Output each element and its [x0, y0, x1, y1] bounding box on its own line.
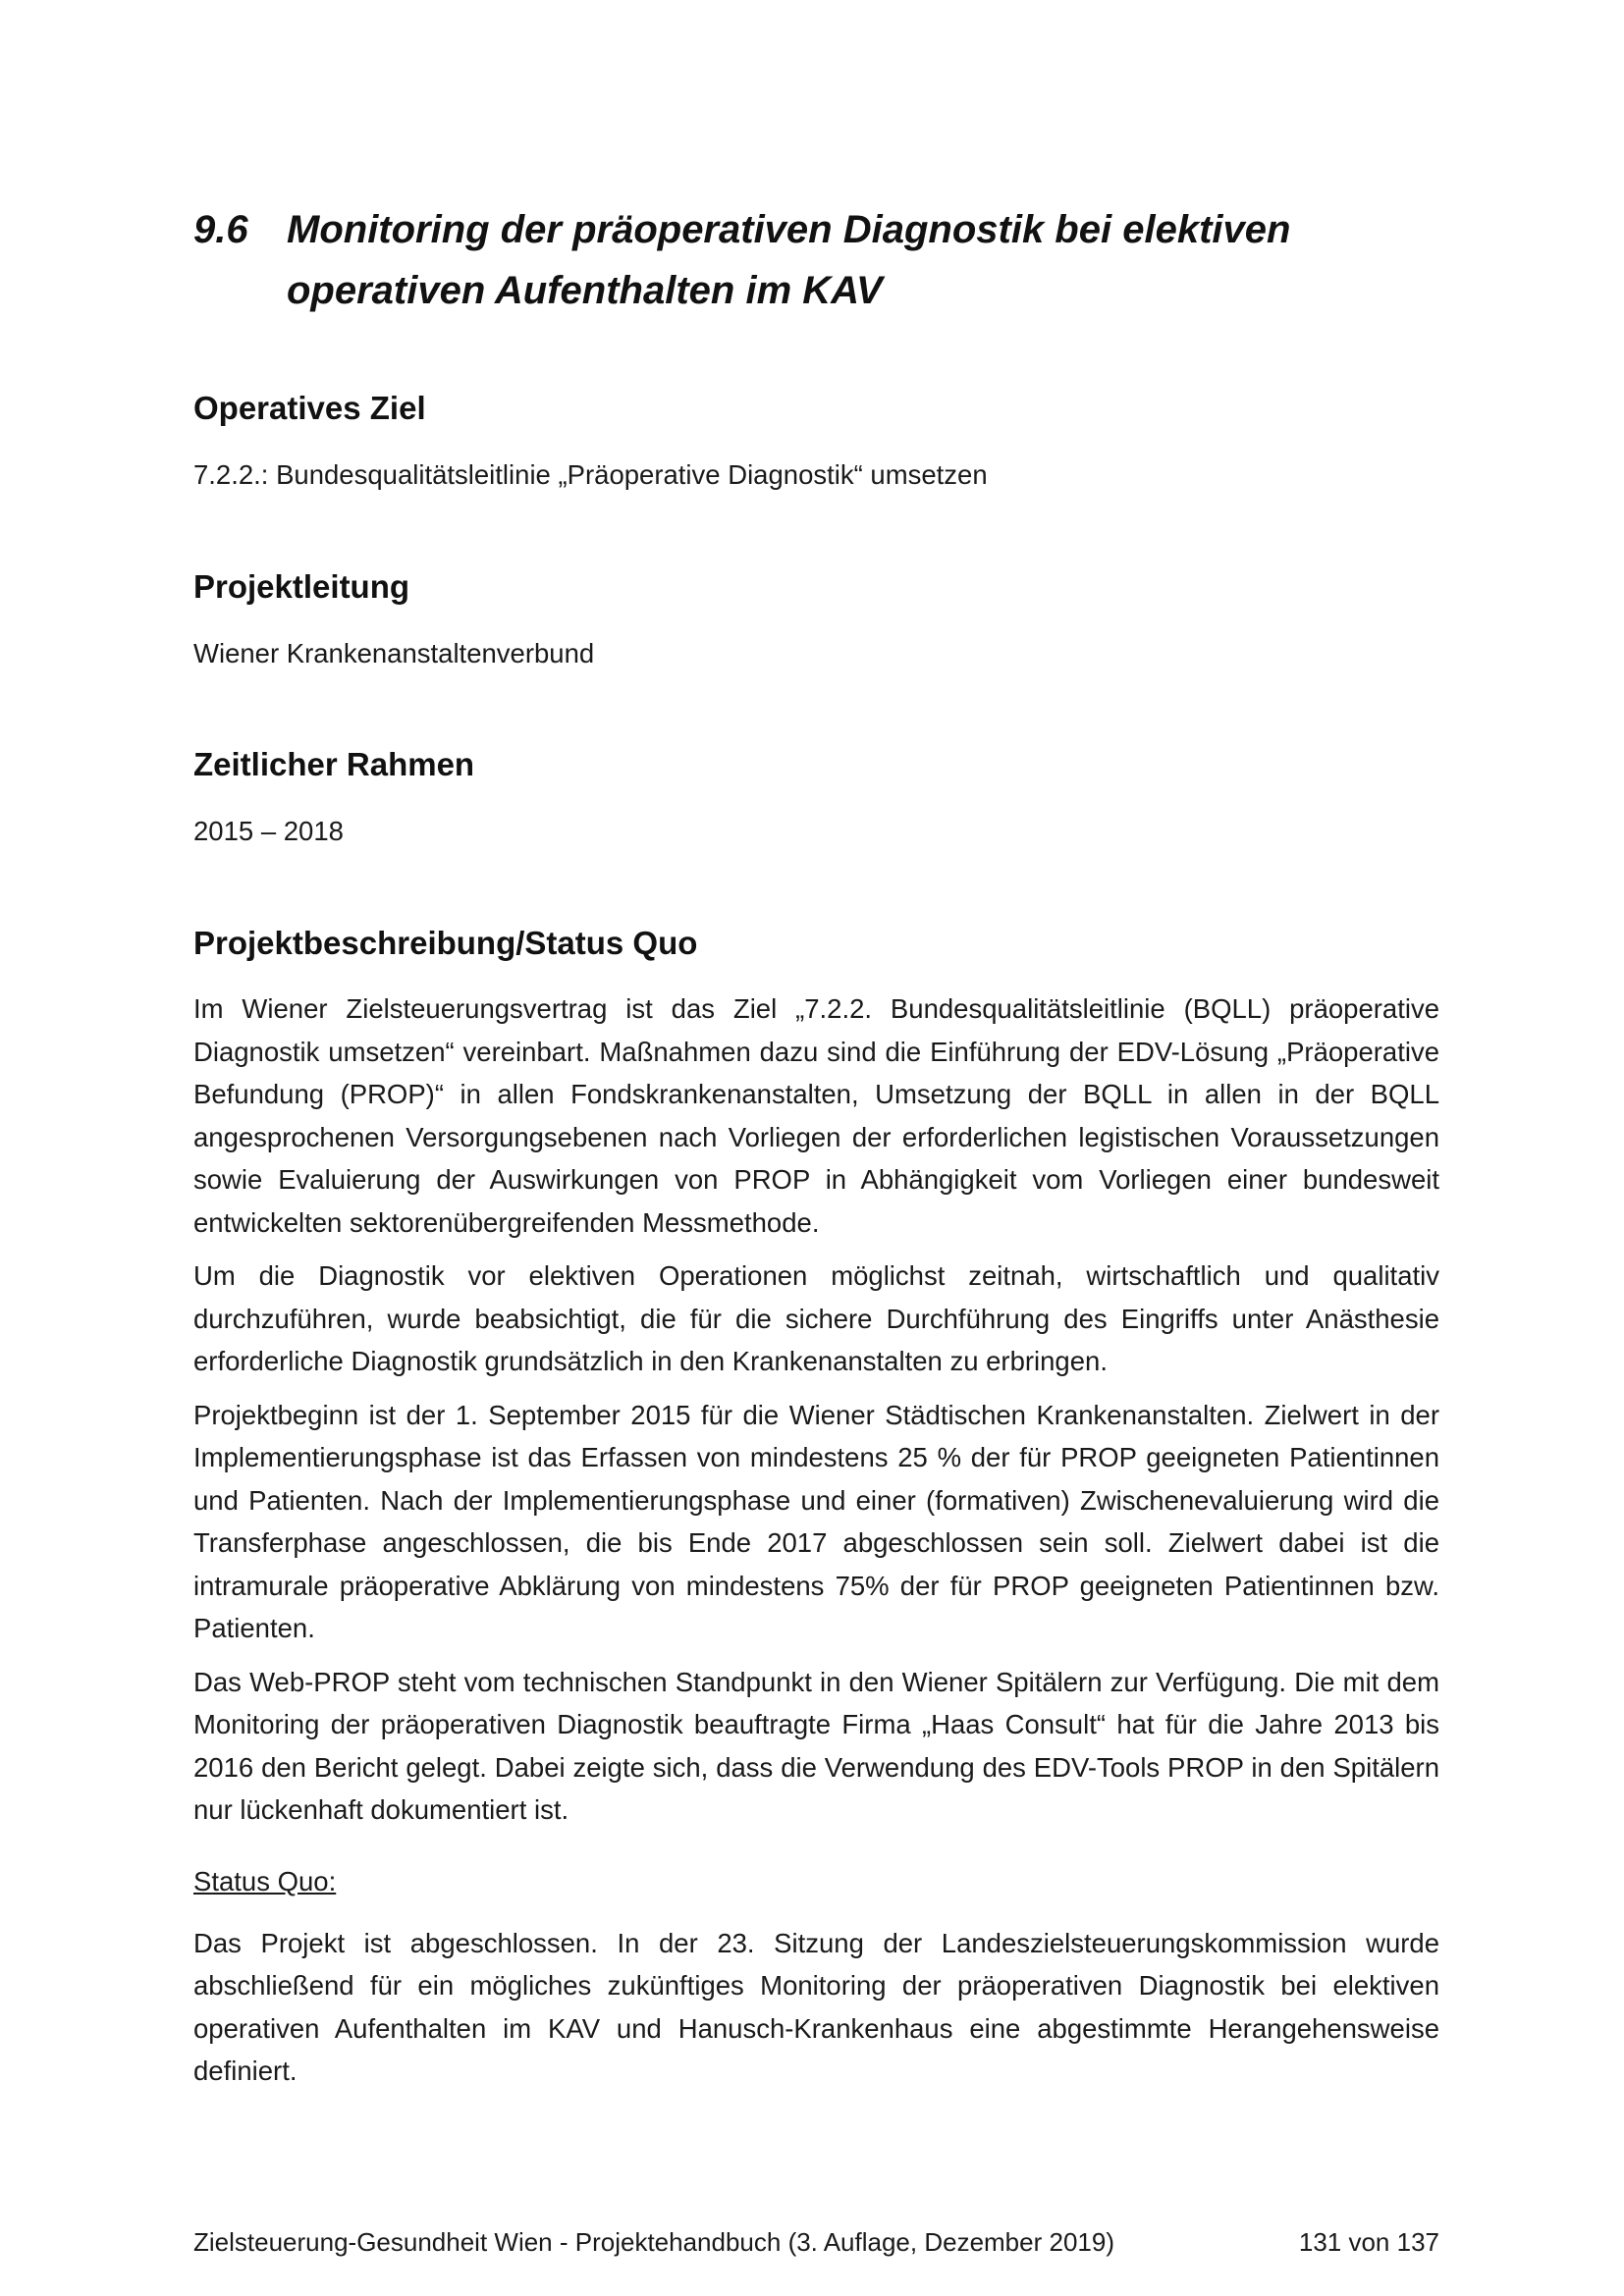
footer-document-title: Zielsteuerung-Gesundheit Wien - Projektehandbuch (3. Auflage, Dezember 2019)	[193, 2227, 1114, 2257]
heading-operatives-ziel: Operatives Ziel	[193, 390, 426, 426]
paragraph: Im Wiener Zielsteuerungsvertrag ist das Ziel „7.2.2. Bundesqualitätsleitlinie (BQLL) präoperative Diagnostik umsetzen“ vereinbart. Maßnahmen dazu sind die Einführung der EDV-Lösung „Präoperative Befundung (PROP)“ in allen Fondskrankenanstalten, Umsetzung der BQLL in allen in der BQLL angesprochenen Versorgungsebenen nach Vorliegen der erforderlichen legistischen Voraussetzungen sowie Evaluierung der Auswirkungen von PROP in Abhängigkeit vom Vorliegen einer bundesweit entwickelten sektorenübergreifenden Messmethode.	[193, 993, 1439, 1238]
heading-projektleitung: Projektleitung	[193, 568, 410, 605]
paragraph: Das Web-PROP steht vom technischen Standpunkt in den Wiener Spitälern zur Verfügung. Die mit dem Monitoring der präoperativen Diagnostik beauftragte Firma „Haas Consult“ hat für die Jahre 2013 bis 2016 den Bericht gelegt. Dabei zeigte sich, dass die Verwendung des EDV-Tools PROP in den Spitälern nur lückenhaft dokumentiert ist.	[193, 1666, 1439, 1825]
heading-projektbeschreibung: Projektbeschreibung/Status Quo	[193, 925, 698, 961]
heading-zeitlicher-rahmen: Zeitlicher Rahmen	[193, 746, 475, 782]
chapter-number: 9.6	[193, 208, 248, 251]
text-operatives-ziel: 7.2.2.: Bundesqualitätsleitlinie „Präoperative Diagnostik“ umsetzen	[193, 459, 988, 490]
footer-page-number: 131 von 137	[1298, 2227, 1439, 2257]
text-zeitlicher-rahmen: 2015 – 2018	[193, 816, 344, 846]
paragraph: Projektbeginn ist der 1. September 2015 für die Wiener Städtischen Krankenanstalten. Zielwert in der Implementierungsphase ist das Erfassen von mindestens 25 % der für PROP geeigneten Patientinnen und Patienten. Nach der Implementierungsphase und einer (formativen) Zwischenevaluierung wird die Transferphase angeschlossen, die bis Ende 2017 abgeschlossen sein soll. Zielwert dabei ist die intramurale präoperative Abklärung von mindestens 75% der für PROP geeigneten Patientinnen bzw. Patienten.	[193, 1399, 1439, 1643]
status-quo-label: Status Quo:	[193, 1866, 337, 1896]
status-quo-block	[193, 1860, 1439, 2104]
projektbeschreibung-body	[193, 988, 1439, 1842]
status-quo-text: Das Projekt ist abgeschlossen. In der 23. Sitzung der Landeszielsteuerungskommission wurde abschließend für ein mögliches zukünftiges Monitoring der präoperativen Diagnostik bei elektiven operativen Aufenthalten im KAV und Hanusch-Krankenhaus eine abgestimmte Herangehensweise definiert.	[193, 1927, 1439, 2086]
paragraph: Um die Diagnostik vor elektiven Operationen möglichst zeitnah, wirtschaftlich und qualitativ durchzuführen, wurde beabsichtigt, die für die sichere Durchführung des Eingriffs unter Anästhesie erforderliche Diagnostik grundsätzlich in den Krankenanstalten zu erbringen.	[193, 1260, 1439, 1376]
chapter-heading: Monitoring der präoperativen Diagnostik bei elektiven operativen Aufenthalten im KAV	[287, 208, 1291, 312]
text-projektleitung: Wiener Krankenanstaltenverbund	[193, 638, 595, 668]
